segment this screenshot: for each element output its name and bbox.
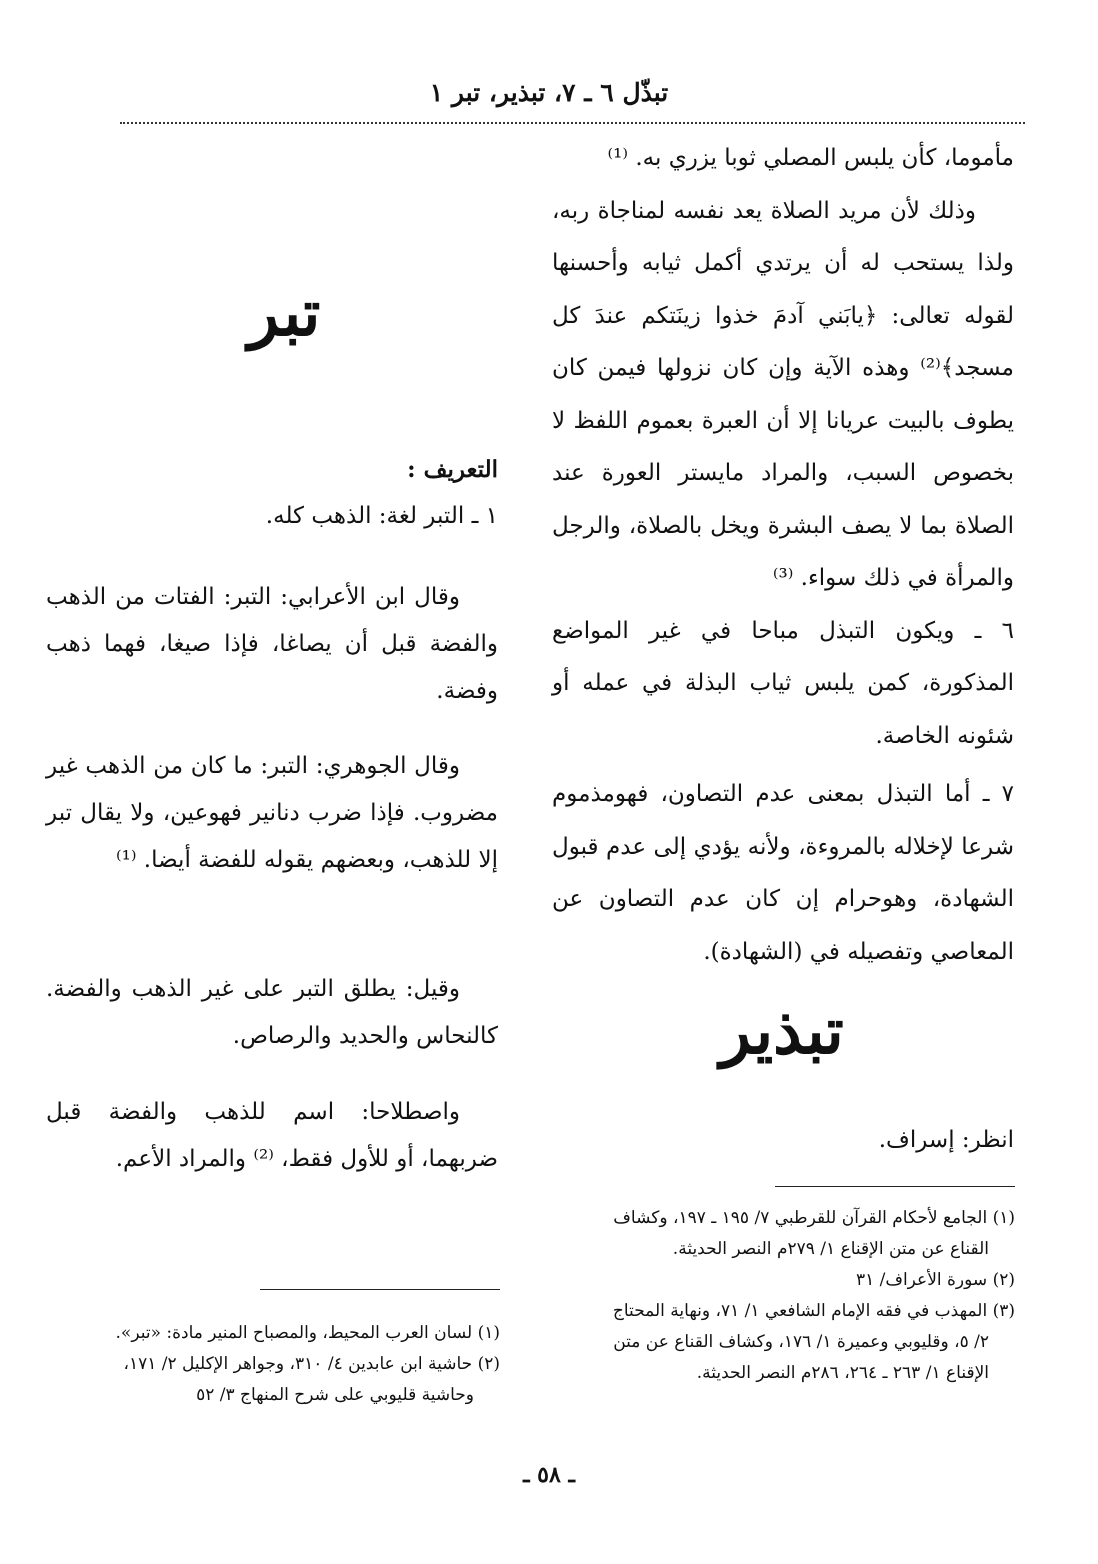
see-also-reference: انظر: إسراف. <box>878 1127 1014 1153</box>
right-para-item-7: ٧ ـ أما التبذل بمعنى عدم التصاون، فهومذموم شرعا لإخلاله بالمروءة، ولأنه يؤدي إلى عدم قبول الشهادة، وهوحرام إن كان عدم التصاون عن المعاصي وتفصيله في (الشهادة). <box>552 781 1014 965</box>
footnote-divider-right <box>775 1186 1015 1187</box>
definition-title: التعريف : <box>407 456 498 483</box>
footnote-right-2: (٢) سورة الأعراف/ ٣١ <box>855 1270 1015 1290</box>
left-para-istilahan: واصطلاحا: اسم للذهب والفضة قبل ضربهما، أو للأول فقط، ⁽²⁾ والمراد الأعم. <box>46 1099 498 1172</box>
footnotes-left <box>46 1318 500 1411</box>
footnote-left-2: (٢) حاشية ابن عابدين ٤/ ٣١٠، وجواهر الإكليل ٢/ ١٧١، <box>123 1354 500 1374</box>
heading-tabdhir: تبذير <box>720 994 844 1069</box>
footnote-right-3-cont2: الإقناع ١/ ٢٦٣ ـ ٢٦٤، ٢٨٦م النصر الحديثة. <box>696 1363 989 1383</box>
header-divider <box>120 122 1025 124</box>
page-number: ـ ٥٨ ـ <box>523 1462 575 1488</box>
right-para-item-6: ٦ ـ ويكون التبذل مباحا في غير المواضع المذكورة، كمن يلبس ثياب البذلة في عمله أو شئونه الخاصة. <box>552 617 1014 749</box>
footnote-left-2-cont: وحاشية قليوبي على شرح المنهاج ٣/ ٥٢ <box>196 1385 474 1405</box>
heading-tibr: تبر <box>248 276 321 351</box>
left-para-item-1: ١ ـ التبر لغة: الذهب كله. <box>265 503 498 529</box>
right-column <box>552 132 1014 978</box>
left-para-ibn-alarabi: وقال ابن الأعرابي: التبر: الفتات من الذهب والفضة قبل أن يصاغا، فإذا صيغا، فهما ذهب وفضة. <box>46 584 498 704</box>
left-para-qila: وقيل: يطلق التبر على غير الذهب والفضة. كالنحاس والحديد والرصاص. <box>46 976 498 1049</box>
footnote-divider-left <box>260 1289 500 1290</box>
right-para-continuation: مأموما، كأن يلبس المصلي ثوبا يزري به. ⁽¹⁾ <box>607 145 1014 171</box>
footnote-right-1-cont: القناع عن متن الإقناع ١/ ٢٧٩م النصر الحديثة. <box>672 1239 989 1259</box>
left-para-aljawhari: وقال الجوهري: التبر: ما كان من الذهب غير مضروب. فإذا ضرب دنانير فهوعين، ولا يقال تبر إلا للذهب، وبعضهم يقوله للفضة أيضا. ⁽¹⁾ <box>46 753 498 873</box>
right-para-reason: وذلك لأن مريد الصلاة يعد نفسه لمناجاة ربه، ولذا يستحب له أن يرتدي أكمل ثيابه وأحسنها لقوله تعالى: ﴿يابَني آدمَ خذوا زينَتكم عندَ كل مسجد﴾⁽²⁾ وهذه الآية وإن كان نزولها فيمن كان يطوف بالبيت عريانا إلا أن العبرة بعموم اللفظ لا بخصوص السبب، والمراد مايستر العورة عند الصلاة بما لا يصف البشرة ويخل بالصلاة، والرجل والمرأة في ذلك سواء. ⁽³⁾ <box>552 197 1014 591</box>
footnote-left-1: (١) لسان العرب المحيط، والمصباح المنير مادة: «تبر». <box>115 1323 500 1343</box>
footnote-right-3: (٣) المهذب في فقه الإمام الشافعي ١/ ٧١، ونهاية المحتاج <box>612 1301 1015 1321</box>
footnote-right-3-cont: ٢/ ٥، وقليوبي وعميرة ١/ ١٧٦، وكشاف القناع عن متن <box>613 1332 989 1352</box>
footnote-right-1: (١) الجامع لأحكام القرآن للقرطبي ٧/ ١٩٥ ـ ١٩٧، وكشاف <box>613 1208 1015 1228</box>
running-header: تبذّل ٦ ـ ٧، تبذير، تبر ١ <box>429 78 669 107</box>
footnotes-right <box>550 1203 1015 1389</box>
